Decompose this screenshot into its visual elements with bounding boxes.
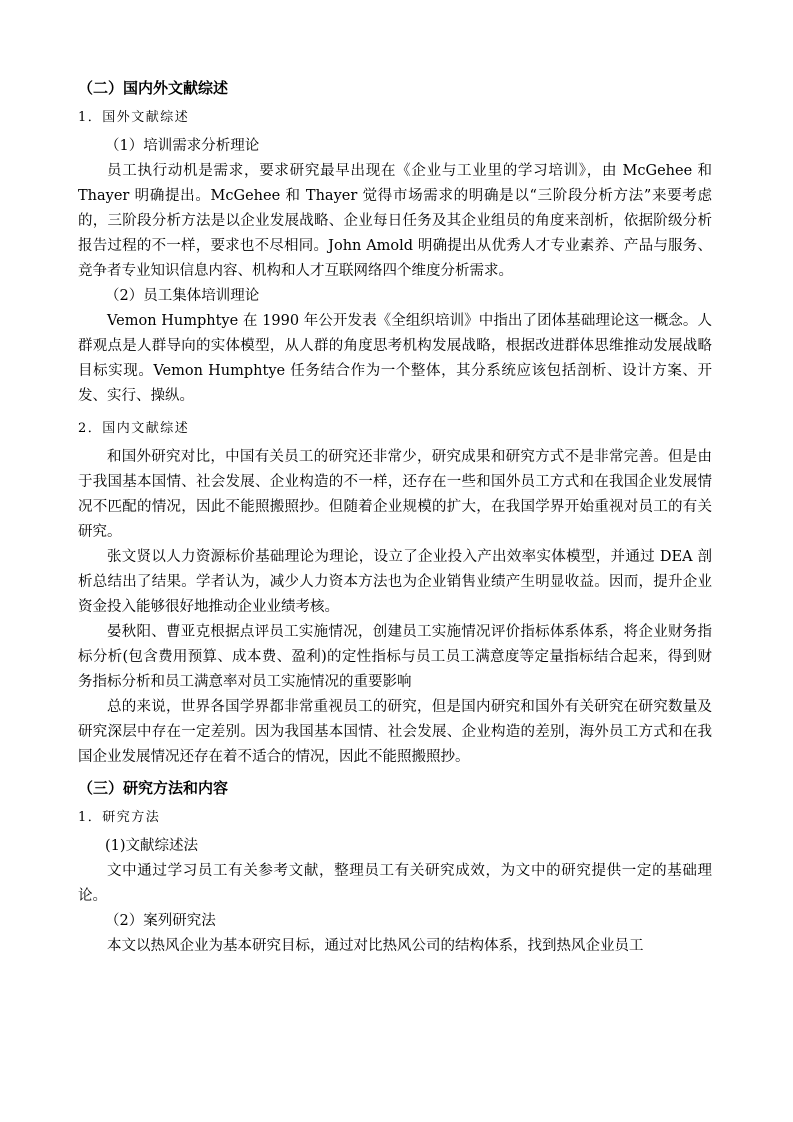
item-title-literature-method: (1)文献综述法: [105, 838, 199, 854]
item-title-case-study-method: （2）案列研究法: [105, 913, 216, 929]
paragraph-domestic-1: 和国外研究对比，中国有关员工的研究还非常少，研究成果和研究方式不是非常完善。但是由于我国基本国情、社会发展、企业构造的不一样，还存在一些和国外员工方式和在我国企业发展情况不匹配的情况，因此不能照搬照抄。但随着企业规模的扩大，在我国学界开始重视对员工的有关研究。: [78, 449, 712, 540]
paragraph-group-training: Vemon Humphtye 在 1990 年公开发表《全组织培训》中指出了团体基础理论这一概念。人群观点是人群导向的实体模型，从人群的角度思考机构发展战略，根据改进群体思维推动发展战略目标实现。Vemon Humphtye 任务结合作为一个整体，其分系统应该包括剖析、设计方案、开发、实行、操纵。: [78, 313, 712, 404]
paragraph-domestic-2: 张文贤以人力资源标价基础理论为理论，设立了企业投入产出效率实体模型，并通过 DEA 剖析总结出了结果。学者认为，减少人力资本方法也为企业销售业绩产生明显收益。因而，提升企业资金投入能够很好地推动企业业绩考核。: [78, 549, 712, 615]
section-heading-methods: （三）研究方法和内容: [78, 779, 229, 797]
paragraph-domestic-4: 总的来说，世界各国学界都非常重视员工的研究，但是国内研究和国外有关研究在研究数量及研究深层中存在一定差别。因为我国基本国情、社会发展、企业构造的差别，海外员工方式和在我国企业发展情况还存在着不适合的情况，因此不能照搬照抄。: [78, 699, 712, 765]
subsection-title-foreign-review: 1．国外文献综述: [78, 110, 190, 125]
subsection-title-research-methods: 1．研究方法: [78, 810, 161, 825]
paragraph-literature-method: 文中通过学习员工有关参考文献，整理员工有关研究成效，为文中的研究提供一定的基础理论。: [78, 863, 712, 904]
paragraph-training-needs: 员工执行动机是需求，要求研究最早出现在《企业与工业里的学习培训》，由 McGehee 和 Thayer 明确提出。McGehee 和 Thayer 觉得市场需求的明确是以“三阶段分析方法”来要考虑的，三阶段分析方法是以企业发展战略、企业每日任务及其企业组员的角度来剖析，依据阶级分析报告过程的不一样，要求也不尽相同。John Amold 明确提出从优秀人才专业素养、产品与服务、竞争者专业知识信息内容、机构和人才互联网络四个维度分析需求。: [78, 163, 712, 279]
paragraph-case-study-method: 本文以热风企业为基本研究目标，通过对比热风公司的结构体系，找到热风企业员工: [107, 938, 644, 954]
section-heading-literature-review: （二）国内外文献综述: [78, 79, 229, 97]
paragraph-domestic-3: 晏秋阳、曹亚克根据点评员工实施情况，创建员工实施情况评价指标体系体系，将企业财务指标分析(包含费用预算、成本费、盈利)的定性指标与员工员工满意度等定量指标结合起来，得到财务指标分析和员工满意率对员工实施情况的重要影响: [78, 624, 712, 690]
item-title-training-needs-theory: （1）培训需求分析理论: [105, 138, 260, 154]
item-title-group-training-theory: （2）员工集体培训理论: [105, 288, 260, 304]
document-page: [78, 72, 712, 959]
subsection-title-domestic-review: 2．国内文献综述: [78, 421, 190, 436]
